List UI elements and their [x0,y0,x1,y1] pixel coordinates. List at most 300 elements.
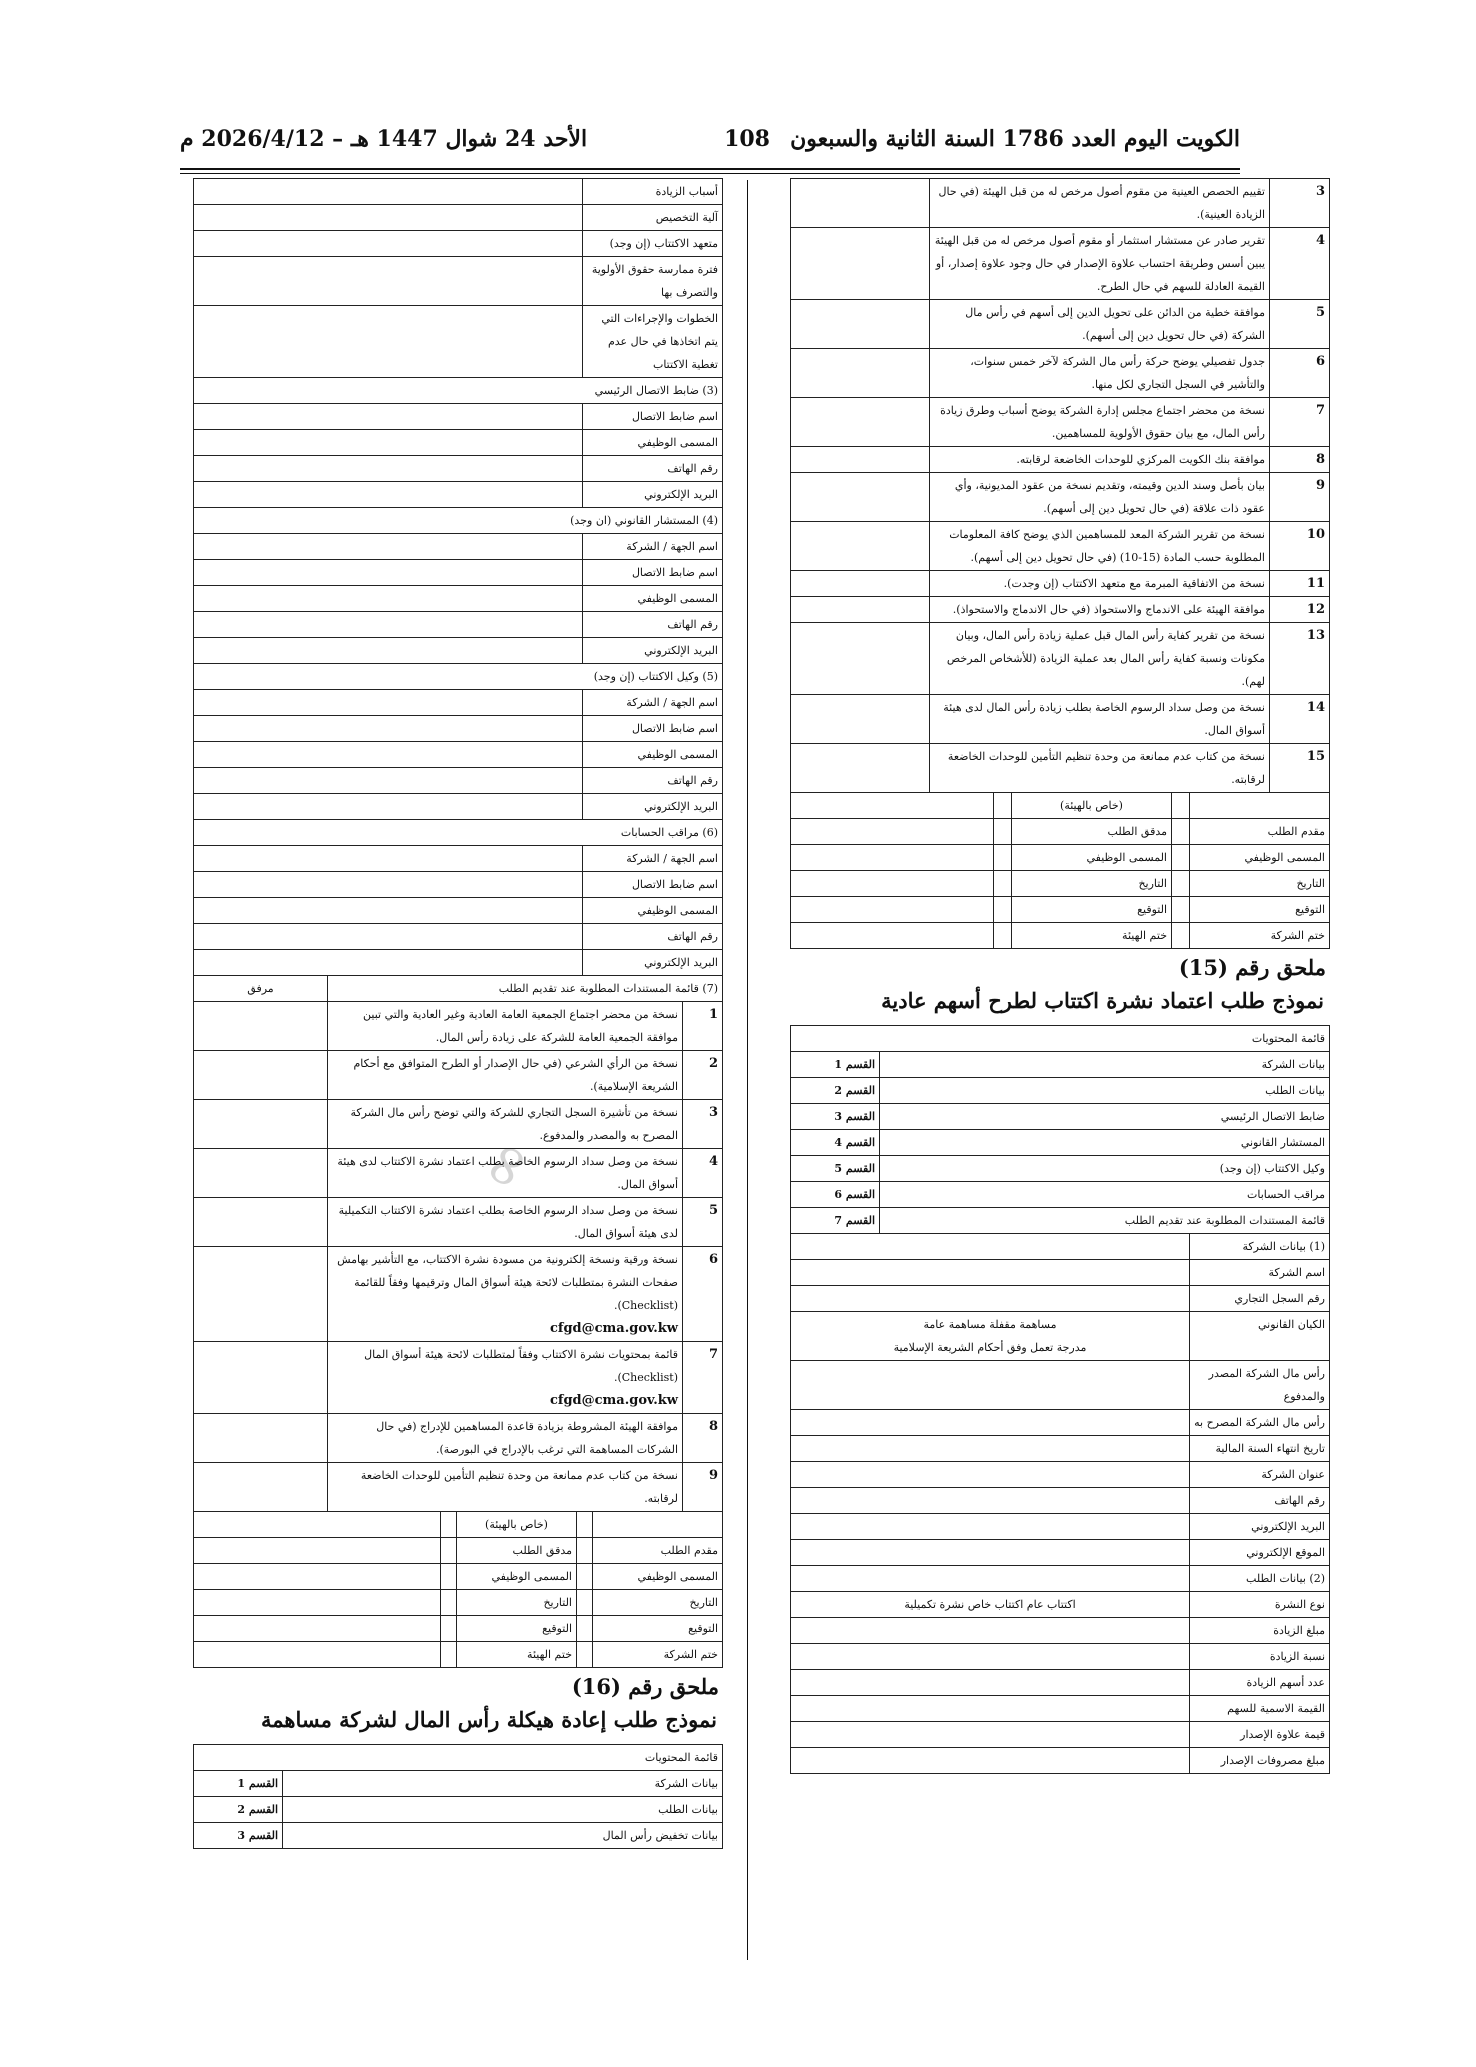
field-label: فترة ممارسة حقوق الأولوية والتصرف بها [583,257,723,306]
doc-number: 5 [683,1198,723,1247]
blank-cell [994,871,1012,897]
table-row [194,1198,723,1247]
field-value [194,846,583,872]
contents-label: وكيل الاكتتاب (إن وجد) [880,1156,1330,1182]
table-row [194,257,723,306]
annex-16-title: ملحق رقم (16) [571,1674,719,1699]
table-row [791,398,1330,447]
table-row [791,1436,1330,1462]
contacts-table [193,377,723,976]
doc-attach-cell [194,1198,328,1247]
doc-text: موافقة بنك الكويت المركزي للوحدات الخاضعة لرقابته. [930,447,1270,473]
table-row [791,597,1330,623]
field-value [791,1618,1190,1644]
field-value [194,950,583,976]
field-label: المسمى الوظيفي [583,742,723,768]
field-label: القيمة الاسمية للسهم [1190,1696,1330,1722]
field-label: اسم ضابط الاتصال [583,560,723,586]
table-row [194,716,723,742]
field-value [194,257,583,306]
page-number: 108 [724,126,770,152]
doc-email: cfgd@cma.gov.kw [549,1321,678,1336]
section-title: (6) مراقب الحسابات [194,820,723,846]
field-label: نوع النشرة [1190,1592,1330,1618]
doc-attach-cell [791,571,930,597]
field-value [194,534,583,560]
field-value [194,560,583,586]
field-value [791,1286,1190,1312]
section-title: (1) بيانات الشركة [1190,1234,1330,1260]
contents-title: قائمة المحتويات [194,1745,723,1771]
doc-attach-cell [791,228,930,300]
blank-cell [994,819,1012,845]
doc-number: 6 [683,1247,723,1342]
blank-cell [577,1564,593,1590]
field-label: الكيان القانوني [1190,1312,1330,1361]
doc-number: 7 [683,1342,723,1414]
contents-section: القسم 4 [791,1130,880,1156]
field-value [791,1748,1190,1774]
table-row [791,447,1330,473]
doc-text-line: نسخة ورقية ونسخة إلكترونية من مسودة نشرة الاكتتاب، مع التأشير بهامش صفحات النشرة بمتطلبات لائحة هيئة أسواق المال وترقيمها وفقاً للقائمة (Checklist). [337,1253,678,1312]
field-label: عنوان الشركة [1190,1462,1330,1488]
table-row [791,1748,1330,1774]
table-row [791,571,1330,597]
doc-number: 3 [1270,179,1330,228]
blank-cell [441,1616,457,1642]
table-row [194,1100,723,1149]
doc-text: نسخة من تقرير الشركة المعد للمساهمين الذي يوضح كافة المعلومات المطلوبة حسب المادة (15-10) (في حال تحويل دين إلى أسهم). [930,522,1270,571]
authority-field-label: التاريخ [1012,871,1172,897]
table-row [194,482,723,508]
contents-label: بيانات الشركة [880,1052,1330,1078]
table-row [194,768,723,794]
field-label: قيمة علاوة الإصدار [1190,1722,1330,1748]
section-title-row [194,508,723,534]
authority-field-label: ختم الهيئة [457,1642,577,1668]
table-row [194,404,723,430]
sign-row [194,1590,723,1616]
right-column [790,178,1330,1774]
table-row [791,744,1330,793]
doc-text [327,1100,682,1149]
field-value [791,1644,1190,1670]
doc-text [327,1414,682,1463]
field-label: اسم ضابط الاتصال [583,872,723,898]
blank-cell [994,845,1012,871]
doc-attach-cell [194,1463,328,1512]
field-value [194,768,583,794]
blank-cell [194,1564,441,1590]
blank-cell [577,1538,593,1564]
blank-cell [441,1590,457,1616]
watermark: ∞ [462,1125,548,1205]
field-value [194,456,583,482]
doc-attach-cell [791,597,930,623]
field-value [791,1592,1190,1618]
blank-cell [441,1564,457,1590]
doc-number: 14 [1270,695,1330,744]
increase-details-table [193,178,723,378]
field-label: الموقع الإلكتروني [1190,1540,1330,1566]
field-value [194,612,583,638]
authority-field-label: التوقيع [1012,897,1172,923]
value-line: مدرجة تعمل وفق أحكام الشريعة الإسلامية [893,1341,1087,1354]
table-row [194,430,723,456]
applicant-field-label: ختم الشركة [593,1642,723,1668]
doc-text [327,1198,682,1247]
field-label: رقم الهاتف [583,612,723,638]
table-row [791,1722,1330,1748]
doc-attach-cell [791,179,930,228]
section-title: (4) المستشار القانوني (ان وجد) [194,508,723,534]
contents-section: القسم 7 [791,1208,880,1234]
field-label: البريد الإلكتروني [1190,1514,1330,1540]
left-signature-table [193,1511,723,1668]
contents-section: القسم 2 [194,1797,283,1823]
contents-section: القسم 3 [791,1104,880,1130]
section-title-row [194,820,723,846]
field-value [194,205,583,231]
table-row [194,1463,723,1512]
doc-text: نسخة من محضر اجتماع مجلس إدارة الشركة يوضح أسباب وطرق زيادة رأس المال، مع بيان حقوق الأولوية للمساهمين. [930,398,1270,447]
field-label: اسم الجهة / الشركة [583,690,723,716]
doc-number: 3 [683,1100,723,1149]
doc-text: موافقة خطية من الدائن على تحويل الدين إلى أسهم في رأس مال الشركة (في حال تحويل دين إلى أسهم). [930,300,1270,349]
table-row [194,231,723,257]
doc-text-line: نسخة من وصل سداد الرسوم الخاصة بطلب اعتماد نشرة الاكتتاب لدى هيئة أسواق المال. [337,1155,678,1191]
doc-attach-cell [791,473,930,522]
table-row [791,1696,1330,1722]
blank-cell [194,1512,441,1538]
applicant-field-label: التاريخ [1190,871,1330,897]
blank-cell [791,871,994,897]
doc-number: 1 [683,1002,723,1051]
field-label: رقم الهاتف [583,768,723,794]
doc-text: تقييم الحصص العينية من مقوم أصول مرخص له من قبل الهيئة (في حال الزيادة العينية). [930,179,1270,228]
table-row [791,1488,1330,1514]
doc-text-line: قائمة بمحتويات نشرة الاكتتاب وفقاً لمتطلبات لائحة هيئة أسواق المال (Checklist). [364,1348,678,1384]
sign-row [194,1616,723,1642]
table-row [791,473,1330,522]
blank-cell [577,1512,593,1538]
blank-cell [577,1616,593,1642]
table-row [791,1540,1330,1566]
contents-section: القسم 3 [194,1823,283,1849]
contents-label: بيانات الطلب [880,1078,1330,1104]
doc-number: 5 [1270,300,1330,349]
field-label: مبلغ مصروفات الإصدار [1190,1748,1330,1774]
authority-field-label: مدقق الطلب [457,1538,577,1564]
doc-text [327,1247,682,1342]
table-row [791,1670,1330,1696]
doc-attach-cell [194,1342,328,1414]
doc-text-line: نسخة من كتاب عدم ممانعة من وحدة تنظيم التأمين للوحدات الخاضعة لرقابته. [360,1469,678,1505]
table-row [791,349,1330,398]
table-row [194,742,723,768]
authority-field-label: مدقق الطلب [1012,819,1172,845]
contents-label: بيانات تخفيض رأس المال [283,1823,723,1849]
contents-header-row [791,1026,1330,1052]
applicant-field-label: التاريخ [593,1590,723,1616]
contents-label: بيانات الشركة [283,1771,723,1797]
contents-header-row [194,1745,723,1771]
contents-label: مراقب الحسابات [880,1182,1330,1208]
doc-attach-cell [791,695,930,744]
table-row [791,1618,1330,1644]
field-label: المسمى الوظيفي [583,898,723,924]
doc-attach-cell [791,623,930,695]
contents-label: بيانات الطلب [283,1797,723,1823]
left-column [193,178,723,1849]
field-value [194,872,583,898]
field-label: رأس مال الشركة المصرح به [1190,1410,1330,1436]
table-row [791,522,1330,571]
field-label: البريد الإلكتروني [583,794,723,820]
header-rule [180,168,1240,170]
field-label: البريد الإلكتروني [583,950,723,976]
blank-cell [441,1642,457,1668]
section-title-row [791,1566,1330,1592]
table-row [791,1410,1330,1436]
applicant-field-label: التوقيع [593,1616,723,1642]
authority-field-label: ختم الهيئة [1012,923,1172,949]
table-row [791,300,1330,349]
doc-number: 9 [683,1463,723,1512]
blank-cell [1172,819,1190,845]
field-value [194,898,583,924]
doc-attach-cell [791,398,930,447]
blank-cell [791,1234,1190,1260]
left-docs-table [193,975,723,1512]
field-value [791,1722,1190,1748]
table-row [194,794,723,820]
table-row [194,898,723,924]
doc-number: 9 [1270,473,1330,522]
table-row [791,1462,1330,1488]
table-row [194,534,723,560]
table-row [194,924,723,950]
field-value [194,404,583,430]
blank-cell [194,1642,441,1668]
section-title: (7) قائمة المستندات المطلوبة عند تقديم الطلب [327,976,722,1002]
doc-text [327,1002,682,1051]
sign-row [791,845,1330,871]
blank-cell [791,819,994,845]
field-value [791,1361,1190,1410]
table-row [194,846,723,872]
field-label: اسم ضابط الاتصال [583,404,723,430]
field-value [194,690,583,716]
blank-cell [791,845,994,871]
table-row [194,1149,723,1198]
table-row [791,1312,1330,1361]
field-value [194,482,583,508]
authority-field-label: التاريخ [457,1590,577,1616]
doc-text: جدول تفصيلي يوضح حركة رأس مال الشركة لآخر خمس سنوات، والتأشير في السجل التجاري لكل منها. [930,349,1270,398]
field-label: رقم السجل التجاري [1190,1286,1330,1312]
table-row [791,695,1330,744]
blank-cell [1172,897,1190,923]
applicant-field-label: المسمى الوظيفي [1190,845,1330,871]
doc-attach-cell [194,1247,328,1342]
field-value [194,794,583,820]
blank-cell [791,897,994,923]
doc-text-line: نسخة من تأشيرة السجل التجاري للشركة والتي توضح رأس مال الشركة المصرح به والمصدر والمدفوع. [350,1106,678,1142]
doc-attach-cell [791,522,930,571]
field-label: آلية التخصيص [583,205,723,231]
field-label: مبلغ الزيادة [1190,1618,1330,1644]
docs-header-row [194,976,723,1002]
company-data-table [790,1233,1330,1566]
table-row [194,205,723,231]
applicant-field-label: ختم الشركة [1190,923,1330,949]
field-value [791,1670,1190,1696]
sign-row [791,923,1330,949]
doc-text: نسخة من كتاب عدم ممانعة من وحدة تنظيم التأمين للوحدات الخاضعة لرقابته. [930,744,1270,793]
blank-cell [791,923,994,949]
field-label: المسمى الوظيفي [583,586,723,612]
blank-cell [1172,923,1190,949]
field-value [194,742,583,768]
contents-row [791,1208,1330,1234]
issue-date: الأحد 24 شوال 1447 هـ – 2026/4/12 م [180,126,588,152]
field-label: اسم الجهة / الشركة [583,846,723,872]
field-value [194,306,583,378]
doc-text [327,1342,682,1414]
doc-text: نسخة من الاتفاقية المبرمة مع متعهد الاكتتاب (إن وجدت). [930,571,1270,597]
table-row [194,456,723,482]
field-value [791,1410,1190,1436]
field-label: اسم الجهة / الشركة [583,534,723,560]
doc-text: بيان بأصل وسند الدين وقيمته، وتقديم نسخة من عقود المديونية، وأي عقود ذات علاقة (في حال تحويل دين إلى أسهم). [930,473,1270,522]
table-row [791,623,1330,695]
field-value [791,1260,1190,1286]
blank-cell [791,1566,1190,1592]
doc-text: نسخة من وصل سداد الرسوم الخاصة بطلب زيادة رأس المال لدى هيئة أسواق المال. [930,695,1270,744]
blank-cell [994,793,1012,819]
authority-field-label: التوقيع [457,1616,577,1642]
field-value [194,430,583,456]
column-divider [747,180,748,1960]
field-label: رقم الهاتف [583,924,723,950]
table-row [791,1286,1330,1312]
value-line: مساهمة مقفلة مساهمة عامة [923,1318,1057,1331]
table-row [194,179,723,205]
authority-field-label: المسمى الوظيفي [457,1564,577,1590]
field-label: اسم ضابط الاتصال [583,716,723,742]
table-row [194,306,723,378]
doc-attach-cell [194,1051,328,1100]
doc-text-line: نسخة من محضر اجتماع الجمعية العامة العادية وغير العادية والتي تبين موافقة الجمعية العامة للشركة على زيادة رأس المال. [363,1008,678,1044]
table-row [194,1051,723,1100]
table-row [194,950,723,976]
doc-number: 10 [1270,522,1330,571]
doc-attach-cell [194,1100,328,1149]
left-contents-table [193,1744,723,1849]
field-label: متعهد الاكتتاب (إن وجد) [583,231,723,257]
field-label: تاريخ انتهاء السنة المالية [1190,1436,1330,1462]
field-value [194,231,583,257]
blank-cell [791,793,994,819]
doc-email: cfgd@cma.gov.kw [549,1393,678,1408]
contents-label: المستشار القانوني [880,1130,1330,1156]
blank-cell [194,1616,441,1642]
contents-row [194,1771,723,1797]
table-row [194,612,723,638]
sign-row [791,897,1330,923]
applicant-field-label: التوقيع [1190,897,1330,923]
gazette-title: الكويت اليوم العدد 1786 السنة الثانية والسبعون [790,126,1240,152]
table-row [791,228,1330,300]
contents-row [791,1156,1330,1182]
field-label: رقم الهاتف [583,456,723,482]
contents-table [790,1025,1330,1234]
table-row [791,1260,1330,1286]
contents-section: القسم 6 [791,1182,880,1208]
doc-number: 4 [683,1149,723,1198]
value-line: اكتتاب عام اكتتاب خاص نشرة تكميلية [904,1598,1076,1611]
blank-cell [1172,871,1190,897]
field-label: عدد أسهم الزيادة [1190,1670,1330,1696]
section-title-row [194,378,723,404]
doc-text-line: نسخة من الرأي الشرعي (في حال الإصدار أو الطرح المتوافق مع أحكام الشريعة الإسلامية). [353,1057,678,1093]
authority-label: (خاص بالهيئة) [457,1512,577,1538]
doc-attach-cell [194,1414,328,1463]
table-row [791,179,1330,228]
table-row [791,1592,1330,1618]
contents-section: القسم 1 [791,1052,880,1078]
contents-row [791,1130,1330,1156]
contents-row [194,1823,723,1849]
field-label: البريد الإلكتروني [583,482,723,508]
doc-number: 2 [683,1051,723,1100]
table-row [194,1002,723,1051]
authority-label: (خاص بالهيئة) [1012,793,1172,819]
doc-attach-cell [791,744,930,793]
contents-label: ضابط الاتصال الرئيسي [880,1104,1330,1130]
contents-title: قائمة المحتويات [791,1026,1330,1052]
authority-field-label: المسمى الوظيفي [1012,845,1172,871]
doc-text-line: موافقة الهيئة المشروطة بزيادة قاعدة المساهمين للإدراج (في حال الشركات المساهمة التي ترغب بالإدراج في البورصة). [376,1420,678,1456]
doc-number: 13 [1270,623,1330,695]
blank-cell [1190,793,1330,819]
table-row [194,560,723,586]
sign-header-row [791,793,1330,819]
doc-text: موافقة الهيئة على الاندماج والاستحواذ (في حال الاندماج والاستحواذ). [930,597,1270,623]
field-value [194,638,583,664]
blank-cell [194,1590,441,1616]
section-title: (2) بيانات الطلب [1190,1566,1330,1592]
signature-table [790,792,1330,949]
doc-attach-cell [791,447,930,473]
blank-cell [441,1538,457,1564]
annex-15-subtitle: نموذج طلب اعتماد نشرة اكتتاب لطرح أسهم عادية [881,988,1324,1013]
applicant-field-label: المسمى الوظيفي [593,1564,723,1590]
contents-row [791,1104,1330,1130]
field-value [194,586,583,612]
blank-cell [1172,845,1190,871]
field-value [791,1436,1190,1462]
section-title: (5) وكيل الاكتتاب (إن وجد) [194,664,723,690]
doc-attach-cell [791,349,930,398]
request-data-table [790,1565,1330,1774]
contents-section: القسم 2 [791,1078,880,1104]
section-title: (3) ضابط الاتصال الرئيسي [194,378,723,404]
doc-number: 4 [1270,228,1330,300]
doc-number: 8 [683,1414,723,1463]
field-label: رأس مال الشركة المصدر والمدفوع [1190,1361,1330,1410]
